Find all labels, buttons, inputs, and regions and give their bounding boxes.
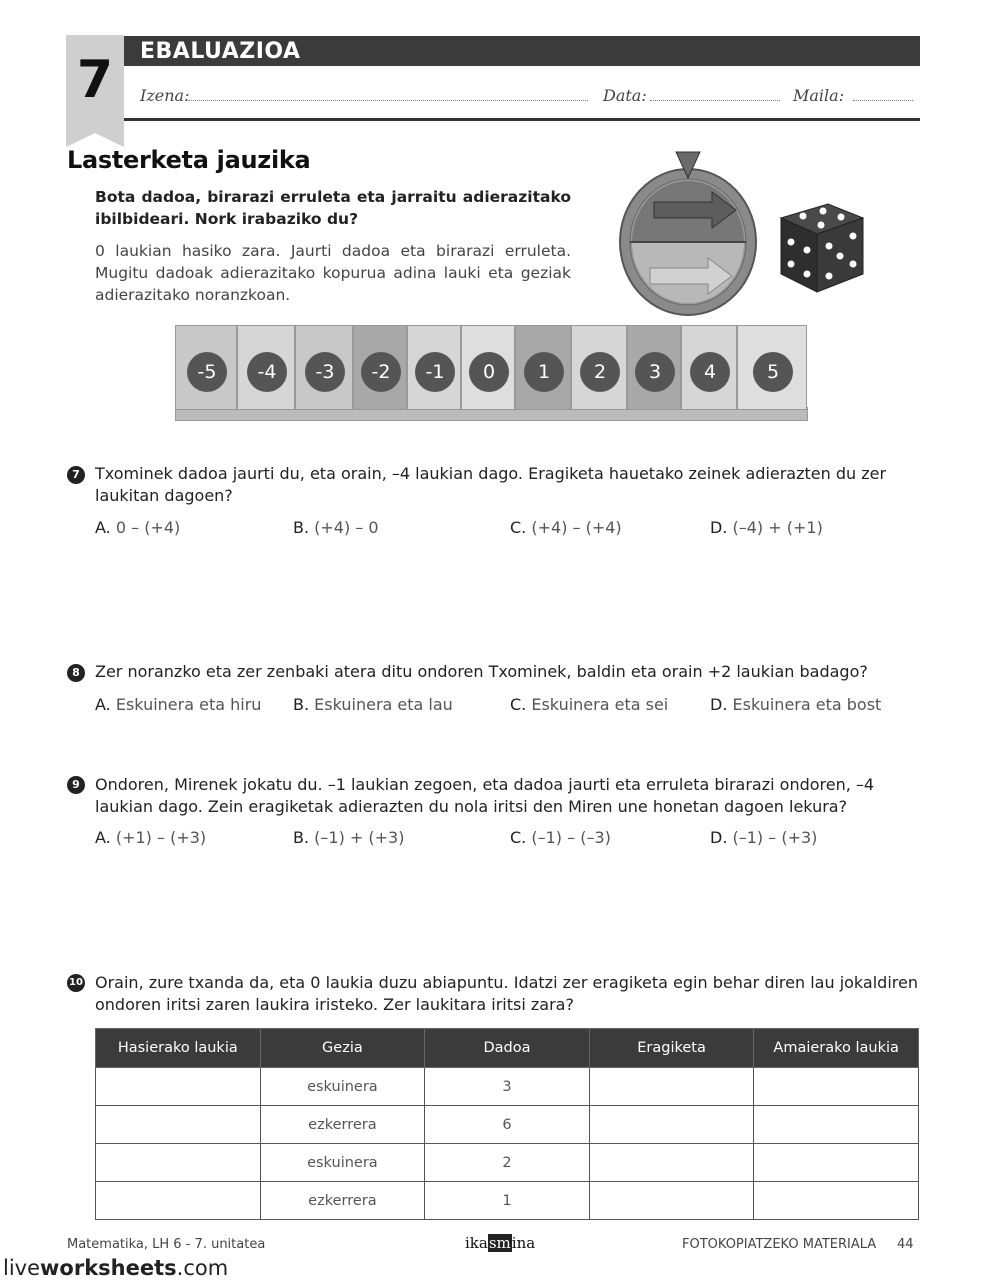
track-cell-number: 4: [690, 352, 730, 392]
track-cell: [461, 325, 515, 410]
name-label: Izena:: [140, 86, 190, 105]
question-8-option-d[interactable]: D. Eskuinera eta bost: [710, 695, 882, 714]
question-8-option-b[interactable]: B. Eskuinera eta lau: [293, 695, 453, 714]
track-cell: [237, 325, 295, 410]
start-cell-input[interactable]: [96, 1182, 261, 1220]
table-row: [96, 1106, 919, 1144]
header-start-cell: Hasierako laukia: [96, 1029, 261, 1068]
die-value: 3: [425, 1068, 590, 1106]
question-7-option-a[interactable]: A. 0 – (+4): [95, 518, 181, 537]
name-field[interactable]: [188, 100, 588, 101]
publisher-logo: ikasmina: [465, 1234, 536, 1252]
header-end-cell: Amaierako laukia: [754, 1029, 919, 1068]
start-cell-input[interactable]: [96, 1144, 261, 1182]
track-cell: [295, 325, 353, 410]
track-cell: [571, 325, 627, 410]
start-cell-input[interactable]: [96, 1068, 261, 1106]
table-header-row: [96, 1029, 919, 1068]
question-9-option-d[interactable]: D. (–1) – (+3): [710, 828, 818, 847]
arrow-value: eskuinera: [260, 1068, 425, 1106]
roulette-icon: [618, 150, 763, 320]
question-7-badge: 7: [67, 466, 85, 484]
page-number: 44: [897, 1237, 914, 1252]
answer-table: [95, 1028, 919, 1220]
end-cell-input[interactable]: [754, 1106, 919, 1144]
arrow-value: ezkerrera: [260, 1182, 425, 1220]
question-9-option-b[interactable]: B. (–1) + (+3): [293, 828, 405, 847]
liveworksheets-watermark: liveworksheets.com: [3, 1256, 229, 1280]
number-track: [175, 325, 808, 425]
date-label: Data:: [603, 86, 647, 105]
question-9-option-c[interactable]: C. (–1) – (–3): [510, 828, 611, 847]
date-field[interactable]: [650, 100, 780, 101]
footer-book: Matematika, LH 6 - 7. unitatea: [67, 1237, 266, 1252]
grade-label: Maila:: [793, 86, 845, 105]
track-cell-number: 5: [753, 352, 793, 392]
question-9-option-a[interactable]: A. (+1) – (+3): [95, 828, 207, 847]
question-8-option-c[interactable]: C. Eskuinera eta sei: [510, 695, 669, 714]
operation-input[interactable]: [589, 1144, 754, 1182]
track-cell: [681, 325, 737, 410]
track-cell-number: -4: [247, 352, 287, 392]
question-8-badge: 8: [67, 664, 85, 682]
track-cell-number: -1: [415, 352, 455, 392]
track-cell-number: -2: [361, 352, 401, 392]
operation-input[interactable]: [589, 1182, 754, 1220]
end-cell-input[interactable]: [754, 1182, 919, 1220]
instruction-text: 0 laukian hasiko zara. Jaurti dadoa eta birarazi erruleta. Mugitu dadoak adierazitako kopurua adina lauki eta geziak adierazitako noranzkoan.: [95, 242, 571, 304]
die-value: 6: [425, 1106, 590, 1144]
header-arrow: Gezia: [260, 1029, 425, 1068]
footer-copy-label: FOTOKOPIATZEKO MATERIALA: [682, 1237, 877, 1252]
question-7-option-d[interactable]: D. (–4) + (+1): [710, 518, 823, 537]
track-cell-number: 1: [524, 352, 564, 392]
die-icon: [773, 198, 868, 296]
end-cell-input[interactable]: [754, 1144, 919, 1182]
track-cell-number: 3: [635, 352, 675, 392]
track-cell: [353, 325, 407, 410]
question-10-badge: 10: [67, 974, 85, 992]
arrow-value: ezkerrera: [260, 1106, 425, 1144]
header-rule: [124, 118, 920, 121]
track-cell: [627, 325, 681, 410]
operation-input[interactable]: [589, 1106, 754, 1144]
question-9-badge: 9: [67, 776, 85, 794]
operation-input[interactable]: [589, 1068, 754, 1106]
question-9-text: Ondoren, Mirenek jokatu du. –1 laukian zegoen, eta dadoa jaurti eta erruleta birarazi ondoren, –4 laukian dago. Zein eragiketak adierazten du nola iritsi den Miren une honetan dagoen lekura?: [95, 775, 875, 816]
track-cell: [175, 325, 237, 410]
instruction-bold: Bota dadoa, birarazi erruleta eta jarraitu adierazitako ibilbideari. Nork irabaziko du?: [95, 188, 571, 228]
question-7-text: Txominek dadoa jaurti du, eta orain, –4 laukian dago. Eragiketa hauetako zeinek adierazten du zer laukitan dagoen?: [95, 464, 887, 505]
die-value: 2: [425, 1144, 590, 1182]
question-8-option-a[interactable]: A. Eskuinera eta hiru: [95, 695, 262, 714]
die-value: 1: [425, 1182, 590, 1220]
question-7-option-c[interactable]: C. (+4) – (+4): [510, 518, 622, 537]
track-cell: [515, 325, 571, 410]
banner-title: EBALUAZIOA: [124, 36, 920, 66]
question-7-option-b[interactable]: B. (+4) – 0: [293, 518, 379, 537]
track-cell: [737, 325, 807, 410]
table-row: [96, 1144, 919, 1182]
question-8-text: Zer noranzko eta zer zenbaki atera ditu ondoren Txominek, baldin eta orain +2 laukian badago?: [95, 662, 868, 681]
header-operation: Eragiketa: [589, 1029, 754, 1068]
grade-field[interactable]: [853, 100, 913, 101]
track-cell-number: -3: [305, 352, 345, 392]
header-die: Dadoa: [425, 1029, 590, 1068]
end-cell-input[interactable]: [754, 1068, 919, 1106]
unit-number: 7: [76, 50, 114, 110]
question-10-text: Orain, zure txanda da, eta 0 laukia duzu abiapuntu. Idatzi zer eragiketa egin behar diren lau jokaldiren ondoren iritsi zaren laukira iristeko. Zer laukitara iritsi zara?: [95, 973, 918, 1014]
arrow-value: eskuinera: [260, 1144, 425, 1182]
track-cell-number: 2: [580, 352, 620, 392]
track-cell-number: -5: [187, 352, 227, 392]
activity-title: Lasterketa jauzika: [67, 146, 311, 174]
track-cell-number: 0: [469, 352, 509, 392]
table-row: [96, 1182, 919, 1220]
track-cell: [407, 325, 461, 410]
start-cell-input[interactable]: [96, 1106, 261, 1144]
table-row: [96, 1068, 919, 1106]
